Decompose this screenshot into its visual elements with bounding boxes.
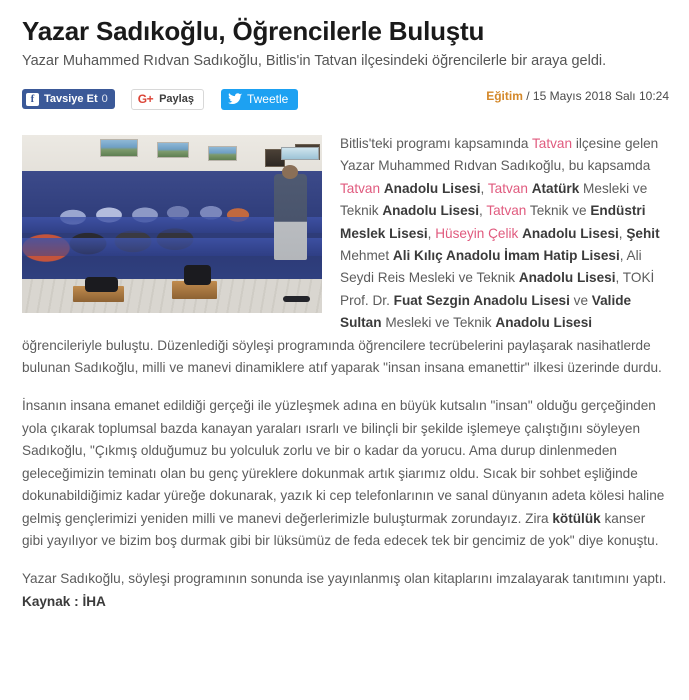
- photo-wall-picture: [208, 146, 237, 161]
- photo-bag: [85, 277, 118, 291]
- photo-wall-picture: [157, 142, 189, 158]
- bold-run: Anadolu Lisesi: [382, 203, 479, 219]
- text-run: ,: [618, 225, 627, 241]
- facebook-icon: f: [26, 93, 39, 106]
- facebook-button-label: Tavsiye Et: [44, 93, 98, 105]
- bold-run: Anadolu Lisesi: [383, 180, 481, 196]
- text-run: Mehmet: [340, 248, 393, 264]
- bold-run: Anadolu Lisesi: [522, 225, 619, 241]
- publish-datetime: 15 Mayıs 2018 Salı 10:24: [532, 89, 669, 103]
- twitter-tweet-button[interactable]: [221, 89, 298, 110]
- bold-run: kötülük: [552, 510, 601, 526]
- photo-speaker-shoe: [283, 296, 310, 302]
- photo-speaker: [274, 174, 307, 259]
- text-run: ilçesine gelen Yazar Muhammed Rıdvan Sadıkoğlu, bu kapsamda: [340, 136, 659, 174]
- text-run: Mesleki ve Teknik: [340, 180, 648, 219]
- facebook-share-count: 0: [101, 93, 108, 105]
- google-plus-icon: G+: [137, 92, 154, 106]
- photo-projector-screen: [281, 147, 319, 160]
- text-run: , Ali Seydi Reis Mesleki ve Teknik: [340, 248, 642, 286]
- article-paragraph-2: [22, 395, 669, 552]
- photo-wall-picture: [100, 139, 138, 157]
- text-run: Bitlis'teki programı kapsamında: [340, 136, 532, 151]
- social-share-bar: [22, 87, 669, 111]
- text-run: Teknik ve: [526, 203, 591, 219]
- text-run: kanser gibi yayılıyor ve bizim boş durmak gibi bir lüksümüz de feda edecek tek bir gencimiz de yok" diye konuştu.: [22, 510, 659, 548]
- inline-link[interactable]: Tatvan: [532, 136, 573, 151]
- category-link[interactable]: Eğitim: [486, 89, 523, 103]
- source-credit: Kaynak : İHA: [22, 593, 106, 609]
- bold-run: Ali Kılıç Anadolu İmam Hatip Lisesi: [392, 248, 620, 264]
- article-paragraph-3: [22, 568, 669, 613]
- photo-bag: [184, 265, 211, 285]
- text-run: , TOKİ Prof. Dr.: [340, 270, 655, 308]
- inline-link[interactable]: Tatvan: [487, 180, 528, 196]
- text-run: ,: [427, 225, 436, 241]
- meta-separator: /: [522, 89, 533, 103]
- bold-run: Anadolu Lisesi: [495, 315, 593, 331]
- google-plus-button-label: Paylaş: [159, 93, 194, 105]
- facebook-recommend-button[interactable]: [22, 89, 115, 109]
- inline-link[interactable]: Hüseyin Çelik: [435, 225, 519, 241]
- page-title: Yazar Sadıkoğlu, Öğrencilerle Buluştu: [22, 16, 485, 46]
- twitter-bird-icon: [228, 93, 242, 105]
- bold-run: Valide Sultan: [340, 292, 632, 331]
- auditorium-photo: [22, 135, 322, 313]
- article-meta: [486, 89, 669, 103]
- text-run: Yazar Sadıkoğlu, söyleşi programının sonunda ise yayınlanmış olan kitaplarını imzalayarak tanıtımını yaptı.: [22, 571, 667, 587]
- article-lead-photo: [22, 135, 322, 313]
- text-run: öğrencileriyle buluştu. Düzenlediği söyleşi programında öğrencilere tecrübelerini paylaşarak nasihatlerde bulunan Sadıkoğlu, milli ve manevi dinamiklere atıf yaparak "insan insana emanettir" ilkesi üzerinde durdu.: [22, 337, 662, 376]
- bold-run: Şehit: [626, 225, 660, 241]
- inline-link[interactable]: Tatvan: [340, 180, 381, 196]
- text-run: ,: [479, 203, 487, 219]
- bold-run: Anadolu Lisesi: [518, 270, 616, 286]
- twitter-button-label: Tweetle: [246, 92, 289, 106]
- article-body: [22, 133, 669, 613]
- inline-link[interactable]: Tatvan: [486, 203, 527, 219]
- article-subheadline: Yazar Muhammed Rıdvan Sadıkoğlu, Bitlis'in Tatvan ilçesindeki öğrencilerle bir araya geldi.: [22, 53, 607, 69]
- text-run: Mesleki ve Teknik: [381, 315, 496, 331]
- google-plus-share-button[interactable]: [131, 89, 204, 110]
- bold-run: Fuat Sezgin Anadolu Lisesi: [393, 292, 570, 308]
- bold-run: Atatürk: [531, 180, 580, 196]
- bold-run: Endüstri Meslek Lisesi: [340, 203, 646, 241]
- text-run: ve: [569, 292, 592, 308]
- text-run: ,: [480, 180, 488, 196]
- text-run: İnsanın insana emanet edildiği gerçeği ile yüzleşmek adına en büyük kutsalın "insan" olduğu gerçeğinden yola çıkarak toplumsal bazda kanayan yaraları ısrarlı ve bilinçli bir şekilde işlemeye çalıştığını söyleyen Sadıkoğlu, "Çıkmış olduğumuz bu yolculuk zorlu ve bir o kadar da yorucu. Ama durup dinlenmeden geleceğimizin teminatı olan bu genç yüreklere dokunmak artık şiarımız oldu. Sıcak bir sohbet eşliğinde dokunabildiğimiz kadar yüreğe dokunarak, yazık ki cep telefonlarının ve sanal dünyanın adeta kölesi haline gelmiş gençlerimizi yeniden milli ve manevi değerlerimizle buluşturmak zorundayız. Zira: [22, 398, 665, 526]
